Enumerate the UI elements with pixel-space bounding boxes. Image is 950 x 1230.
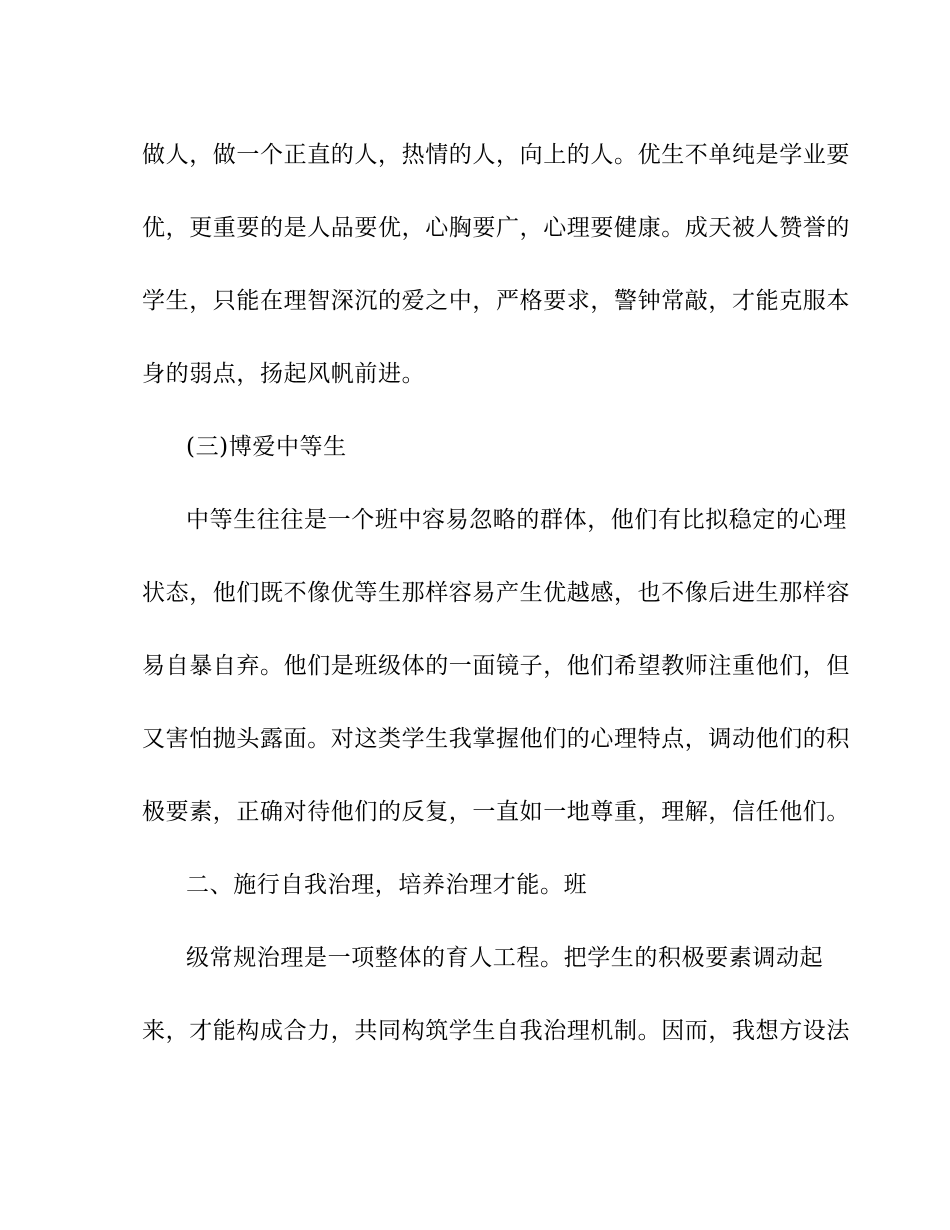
text-line: 极要素，正确对待他们的反复，一直如一地尊重，理解，信任他们。 [142, 799, 850, 825]
text-line: 做人，做一个正直的人，热情的人，向上的人。优生不单纯是学业要 [142, 142, 850, 168]
text-line: 学生，只能在理智深沉的爱之中，严格要求，警钟常敲，才能克服本 [142, 288, 850, 314]
text-line: 易自暴自弃。他们是班级体的一面镜子，他们希望教师注重他们，但 [142, 653, 850, 679]
paragraph-first-line: 级常规治理是一项整体的育人工程。把学生的积极要素调动起 [186, 945, 824, 971]
text-line: 又害怕抛头露面。对这类学生我掌握他们的心理特点，调动他们的积 [142, 726, 850, 752]
text-line: 优，更重要的是人品要优，心胸要广，心理要健康。成天被人赞誉的 [142, 215, 850, 241]
text-line: 状态，他们既不像优等生那样容易产生优越感，也不像后进生那样容 [142, 580, 850, 606]
section-heading: (三)博爱中等生 [186, 434, 347, 460]
paragraph-first-line: 中等生往往是一个班中容易忽略的群体，他们有比拟稳定的心理 [186, 507, 847, 533]
text-line: 身的弱点，扬起风帆前进。 [142, 361, 426, 387]
section-heading: 二、施行自我治理，培养治理才能。班 [186, 872, 588, 898]
text-line: 来，才能构成合力，共同构筑学生自我治理机制。因而，我想方设法 [142, 1018, 850, 1044]
